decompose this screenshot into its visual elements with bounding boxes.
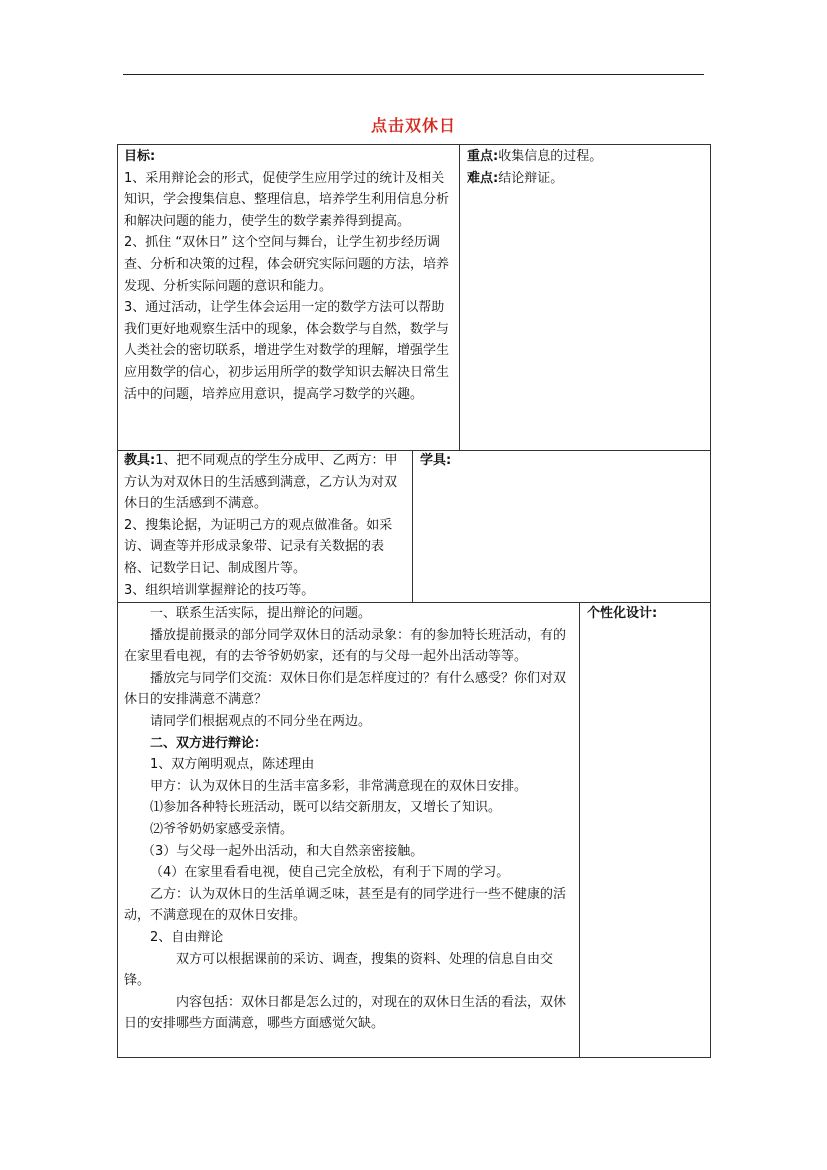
focus-text: 收集信息的过程。: [498, 149, 603, 164]
student-tools-label: 学具:: [420, 453, 452, 468]
key-points-content: [467, 146, 705, 189]
goal-item: 1、采用辩论会的形式，促使学生应用学过的统计及相关知识，学会搜集信息、整理信息，培养学生利用信息分析和解决问题的能力，使学生的数学素养得到提高。: [124, 170, 450, 229]
goals-heading: 目标:: [124, 149, 156, 164]
focus-label: 重点:: [467, 149, 499, 164]
section-heading: 二、双方进行辩论：: [150, 735, 268, 751]
goal-item: 2、抓住 “双休日” 这个空间与舞台，让学生初步经历调查、分析和决策的过程，体会研究实际问题的方法，培养发现、分析实际问题的意识和能力。: [124, 235, 450, 294]
goal-item: 3、通过活动，让学生体会运用一定的数学方法可以帮助我们更好地观察生活中的现象，体会数学与自然，数学与人类社会的密切联系，增进学生对数学的理解，增强学生应用数学的信心，初步运用所学的数学知识去解决日常生活中的问题，培养应用意识，提高学习数学的兴趣。: [124, 300, 450, 402]
side-a-point: ⑴参加各种特长班活动，既可以结交新朋友，又增长了知识。: [150, 800, 502, 816]
teacher-tool-item: 1、把不同观点的学生分成甲、乙两方：甲方认为对双休日的生活感到满意，乙方认为对双休日的生活感到不满意。: [124, 453, 398, 512]
personal-design-label: 个性化设计:: [587, 606, 658, 621]
teacher-tools-content: [124, 450, 408, 601]
process-paragraph: 内容包括：双休日都是怎么过的，对现在的双休日生活的看法，双休日的安排哪些方面满意，哪些方面感觉欠缺。: [124, 994, 567, 1032]
page-title: 点击双休日: [370, 116, 456, 135]
process-paragraph: 请同学们根据观点的不同分坐在两边。: [150, 713, 372, 729]
teacher-tool-item: 2、搜集论据，为证明己方的观点做准备。如采访、调查等并形成录象带、记录有关数据的表格、记数学日记、制成图片等。: [124, 517, 393, 576]
key-points-cell: [459, 144, 711, 451]
section-heading: 一、联系生活实际，提出辩论的问题。: [150, 606, 372, 621]
process-paragraph: 播放完与同学们交流：双休日你们是怎样度过的？有什么感受？你们对双休日的安排满意不满意？: [124, 670, 567, 708]
side-b-view: 乙方：认为双休日的生活单调乏味，甚至是有的同学进行一些不健康的活动，不满意现在的双休日安排。: [124, 886, 567, 924]
goals-content: [124, 146, 454, 405]
difficulty-text: 结论辩证。: [498, 170, 564, 186]
side-a-point: （3）与父母一起外出活动，和大自然亲密接触。: [142, 843, 424, 859]
personal-design-cell: [579, 602, 711, 1058]
difficulty-label: 难点:: [467, 170, 499, 186]
header-rule: [123, 74, 704, 75]
side-a-view: 甲方：认为双休日的生活丰富多彩，非常满意现在的双休日安排。: [150, 778, 528, 794]
side-a-point: （4）在家里看看电视，使自己完全放松，有利于下周的学习。: [150, 865, 510, 881]
teacher-tools-label: 教具:: [124, 453, 156, 468]
process-paragraph: 双方可以根据课前的采访、调查，搜集的资料、处理的信息自由交锋。: [124, 951, 554, 989]
side-a-point: ⑵爷爷奶奶家感受亲情。: [150, 821, 294, 837]
sub-heading: 2、自由辩论: [150, 929, 224, 945]
sub-heading: 1、双方阐明观点，陈述理由: [150, 757, 315, 773]
student-tools-cell: [412, 450, 711, 603]
process-paragraph: 播放提前摄录的部分同学双休日的活动录象：有的参加特长班活动，有的在家里看电视，有的去爷爷奶奶家，还有的与父母一起外出活动等等。: [124, 627, 567, 665]
teacher-tool-item: 3、组织培训掌握辩论的技巧等。: [124, 582, 315, 598]
process-content: [124, 603, 574, 1035]
